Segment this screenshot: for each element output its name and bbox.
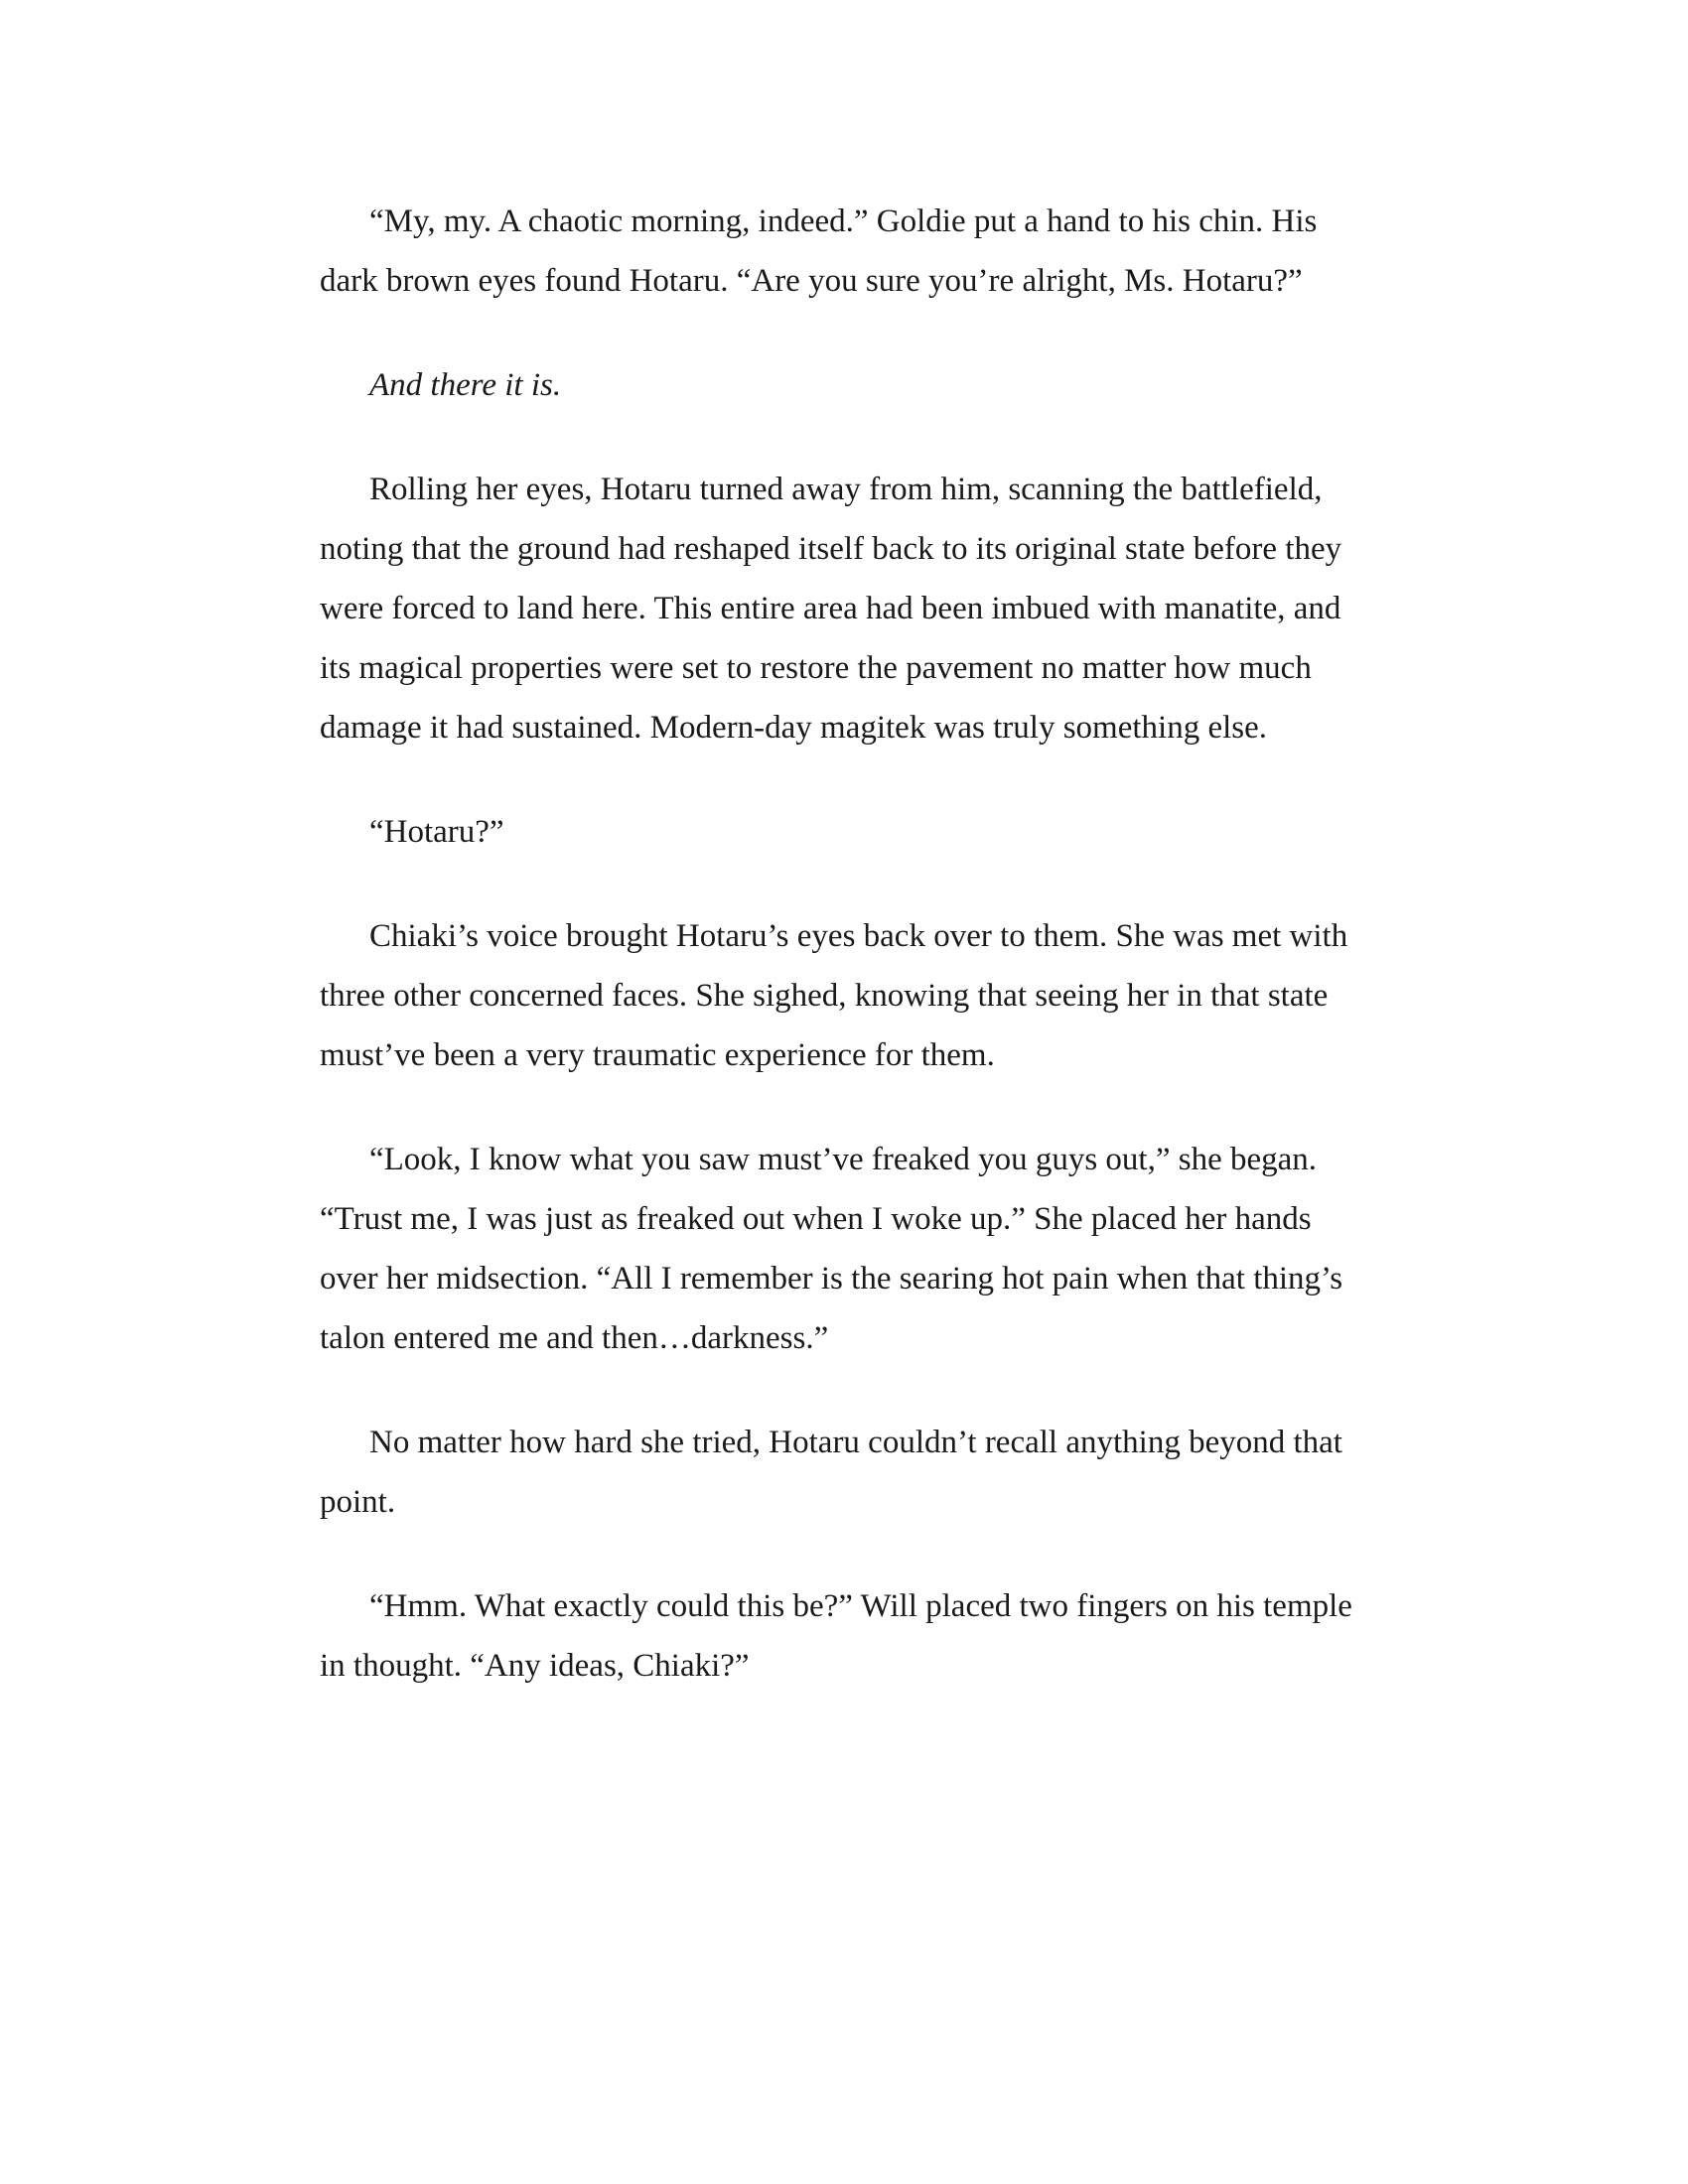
paragraph-6: “Look, I know what you saw must’ve freaked you guys out,” she began. “Trust me, I was just as freaked out when I woke up.” She placed her hands over her midsection. “All I remember is the searing hot pain when that thing’s talon entered me and then…darkness.” [320,1142,1343,1356]
paragraph-1: “My, my. A chaotic morning, indeed.” Goldie put a hand to his chin. His dark brown eyes found Hotaru. “Are you sure you’re alright, Ms. Hotaru?” [320,204,1318,299]
paragraph-7: No matter how hard she tried, Hotaru couldn’t recall anything beyond that point. [320,1425,1342,1520]
body-text [320,192,1372,1740]
paragraph-8: “Hmm. What exactly could this be?” Will placed two fingers on his temple in thought. “Any ideas, Chiaki?” [320,1588,1352,1684]
paragraph-3: Rolling her eyes, Hotaru turned away from him, scanning the battlefield, noting that the ground had reshaped itself back to its original state before they were forced to land here. This entire area had been imbued with manatite, and its magical properties were set to restore the pavement no matter how much damage it had sustained. Modern-day magitek was truly something else. [320,472,1342,746]
paragraph-2-italic: And there it is. [369,367,562,403]
paragraph-5: Chiaki’s voice brought Hotaru’s eyes back over to them. She was met with three other concerned faces. She sighed, knowing that seeing her in that state must’ve been a very traumatic experience for them. [320,918,1348,1073]
paragraph-4: “Hotaru?” [369,814,504,850]
